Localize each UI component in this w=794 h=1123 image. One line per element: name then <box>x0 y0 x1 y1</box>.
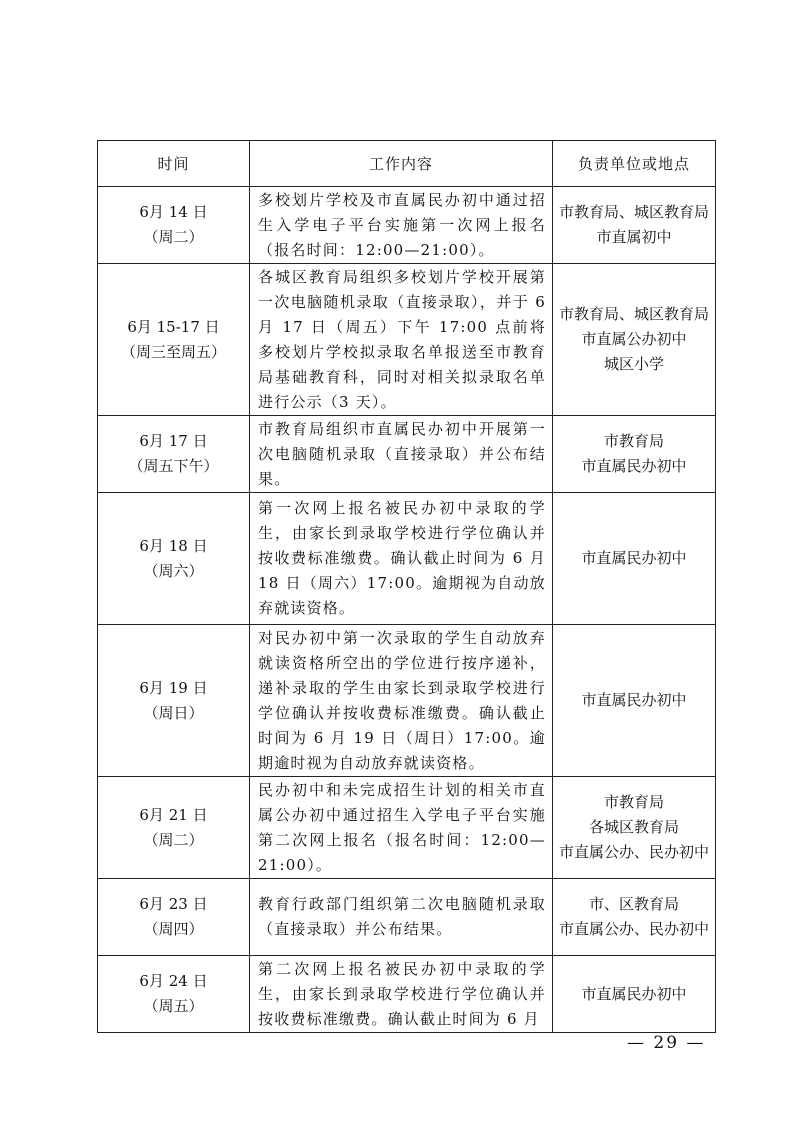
time-cell <box>98 416 250 493</box>
time-weekday: （周四） <box>143 920 204 938</box>
unit-cell <box>553 956 716 1033</box>
time-weekday: （周日） <box>143 703 204 722</box>
unit-line: 城区小学 <box>603 355 664 373</box>
time-cell <box>98 956 250 1033</box>
schedule-table <box>97 140 716 1033</box>
unit-cell <box>553 493 716 625</box>
content-cell: 各城区教育局组织多校划片学校开展第一次电脑随机录取（直接录取），并于 6 月 17 日（周五）下午 17:00 点前将多校划片学校拟录取名单报送至市教育局基础教育科，同时对相关拟录取名单进行公示（3 天）。 <box>250 264 553 416</box>
table-row <box>98 187 716 264</box>
content-cell: 教育行政部门组织第二次电脑随机录取（直接录取）并公布结果。 <box>250 879 553 956</box>
table-row <box>98 264 716 416</box>
unit-line: 市教育局 <box>603 432 664 450</box>
unit-line: 市、区教育局 <box>588 895 679 913</box>
time-weekday: （周五下午） <box>128 457 219 475</box>
time-weekday: （周二） <box>143 830 204 849</box>
unit-line: 市直属民办初中 <box>581 549 687 567</box>
unit-line: 市直属公办、民办初中 <box>558 843 709 861</box>
unit-line: 市直属公办、民办初中 <box>558 920 709 938</box>
time-date: 6月 23 日 <box>139 895 208 913</box>
header-row <box>98 141 716 187</box>
unit-cell <box>553 187 716 264</box>
content-cell: 市教育局组织市直属民办初中开展第一次电脑随机录取（直接录取）并公布结果。 <box>250 416 553 493</box>
unit-line: 市直属民办初中 <box>581 691 687 709</box>
table-row <box>98 879 716 956</box>
unit-line: 市直属公办初中 <box>581 330 687 348</box>
unit-cell <box>553 777 716 879</box>
time-date: 6月 18 日 <box>139 536 208 555</box>
unit-line: 市直属民办初中 <box>581 984 687 1003</box>
table-row <box>98 416 716 493</box>
table-row <box>98 956 716 1033</box>
unit-line: 市教育局、城区教育局 <box>558 203 709 221</box>
unit-cell <box>553 625 716 777</box>
content-cell: 对民办初中第一次录取的学生自动放弃就读资格所空出的学位进行按序递补，递补录取的学生由家长到录取学校进行学位确认并按收费标准缴费。确认截止时间为 6 月 19 日（周日）17:00。逾期逾时视为自动放弃就读资格。 <box>250 625 553 777</box>
time-cell <box>98 625 250 777</box>
time-weekday: （周六） <box>143 561 204 580</box>
time-date: 6月 21 日 <box>139 805 208 824</box>
time-cell <box>98 879 250 956</box>
header-unit: 负责单位或地点 <box>553 141 716 187</box>
content-cell: 多校划片学校及市直属民办初中通过招生入学电子平台实施第一次网上报名（报名时间：12:00—21:00）。 <box>250 187 553 264</box>
time-date: 6月 15-17 日 <box>127 317 220 336</box>
unit-line: 市教育局 <box>603 793 664 811</box>
unit-cell <box>553 264 716 416</box>
content-cell: 第一次网上报名被民办初中录取的学生，由家长到录取学校进行学位确认并按收费标准缴费。确认截止时间为 6 月 18 日（周六）17:00。逾期视为自动放弃就读资格。 <box>250 493 553 625</box>
table-row <box>98 493 716 625</box>
time-cell <box>98 493 250 625</box>
time-weekday: （周二） <box>143 228 204 246</box>
header-time: 时间 <box>98 141 250 187</box>
unit-cell <box>553 879 716 956</box>
time-cell <box>98 264 250 416</box>
time-cell <box>98 777 250 879</box>
time-cell <box>98 187 250 264</box>
page-number: — 29 — <box>627 1033 706 1053</box>
unit-line: 市教育局、城区教育局 <box>558 305 709 323</box>
time-weekday: （周五） <box>143 997 204 1015</box>
content-cell: 民办初中和未完成招生计划的相关市直属公办初中通过招生入学电子平台实施第二次网上报名（报名时间：12:00—21:00）。 <box>250 777 553 879</box>
unit-cell <box>553 416 716 493</box>
header-content: 工作内容 <box>250 141 553 187</box>
unit-line: 市直属民办初中 <box>581 457 687 475</box>
time-date: 6月 19 日 <box>139 678 208 697</box>
time-date: 6月 14 日 <box>139 203 208 221</box>
time-date: 6月 17 日 <box>139 432 208 450</box>
table-row <box>98 777 716 879</box>
table-row <box>98 625 716 777</box>
content-cell: 第二次网上报名被民办初中录取的学生，由家长到录取学校进行学位确认并按收费标准缴费。确认截止时间为 6 月 <box>250 956 553 1033</box>
time-weekday: （周三至周五） <box>120 342 226 361</box>
time-date: 6月 24 日 <box>139 972 208 990</box>
unit-line: 各城区教育局 <box>588 818 679 836</box>
unit-line: 市直属初中 <box>596 228 672 246</box>
